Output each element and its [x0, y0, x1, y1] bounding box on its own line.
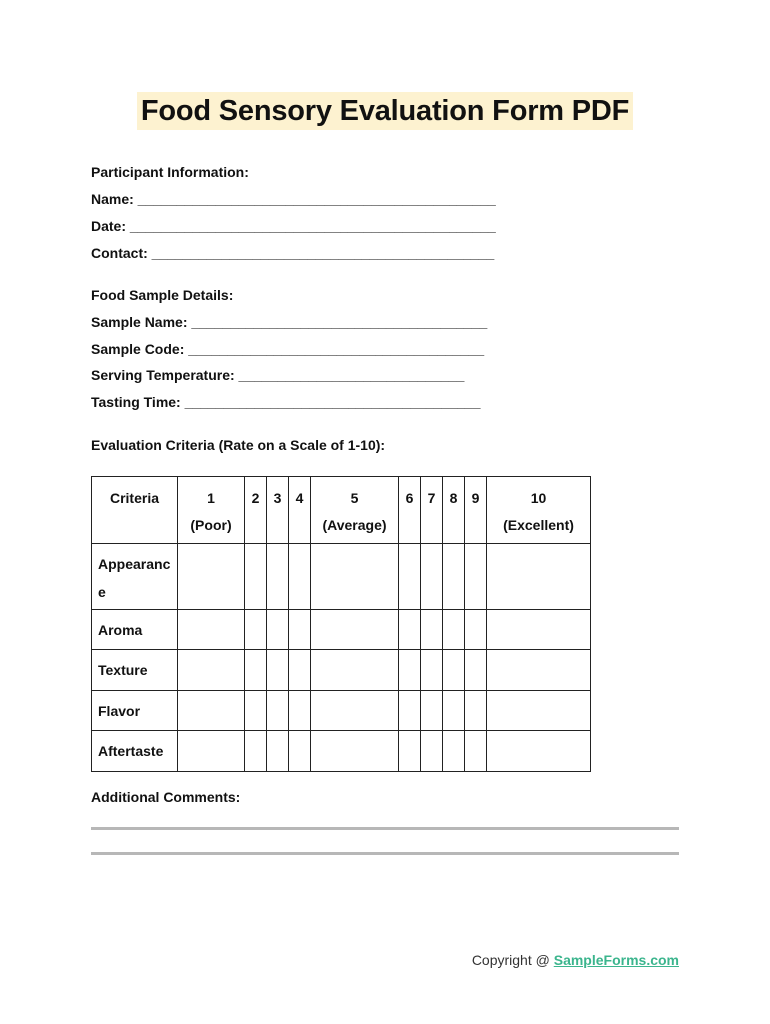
rating-cell[interactable]: [399, 650, 421, 691]
rating-cell[interactable]: [178, 691, 245, 731]
table-row: [92, 544, 591, 610]
rating-cell[interactable]: [443, 544, 465, 610]
table-row: [92, 731, 591, 772]
rating-cell[interactable]: [178, 610, 245, 650]
header-criteria: Criteria: [92, 477, 178, 544]
header-score-9: 9: [465, 477, 487, 544]
evaluation-heading: Evaluation Criteria (Rate on a Scale of 1-10):: [91, 437, 386, 453]
rating-cell[interactable]: [311, 610, 399, 650]
rating-cell[interactable]: [267, 544, 289, 610]
comment-line[interactable]: [91, 827, 679, 830]
participant-heading: Participant Information:: [91, 164, 249, 180]
rating-cell[interactable]: [399, 691, 421, 731]
header-score-3: 3: [267, 477, 289, 544]
header-score-1-sub: (Poor): [190, 517, 232, 533]
rating-cell[interactable]: [289, 544, 311, 610]
rating-cell[interactable]: [421, 691, 443, 731]
rating-cell[interactable]: [465, 691, 487, 731]
rating-cell[interactable]: [487, 691, 591, 731]
comment-line[interactable]: [91, 852, 679, 855]
rating-cell[interactable]: [487, 544, 591, 610]
rating-cell[interactable]: [245, 610, 267, 650]
rating-cell[interactable]: [421, 650, 443, 691]
rating-cell[interactable]: [245, 691, 267, 731]
header-score-8: 8: [443, 477, 465, 544]
rating-cell[interactable]: [443, 610, 465, 650]
rating-cell[interactable]: [443, 731, 465, 772]
rating-cell[interactable]: [267, 691, 289, 731]
sampleforms-link[interactable]: SampleForms.com: [553, 952, 679, 968]
copyright-text: Copyright @: [471, 952, 554, 968]
participant-contact-field[interactable]: Contact: ____________________________________________: [91, 245, 495, 261]
rating-cell[interactable]: [399, 731, 421, 772]
rating-cell[interactable]: [245, 544, 267, 610]
criteria-label: Appearance: [92, 544, 178, 610]
rating-cell[interactable]: [443, 691, 465, 731]
rating-cell[interactable]: [267, 731, 289, 772]
criteria-label: Flavor: [92, 691, 178, 731]
tasting-time-field[interactable]: Tasting Time: ______________________________________: [91, 394, 481, 410]
rating-cell[interactable]: [289, 650, 311, 691]
rating-cell[interactable]: [289, 691, 311, 731]
participant-name-field[interactable]: Name: ______________________________________________: [91, 191, 496, 207]
table-row: [92, 650, 591, 691]
header-score-2: 2: [245, 477, 267, 544]
header-score-10-sub: (Excellent): [503, 517, 574, 533]
rating-cell[interactable]: [178, 650, 245, 691]
header-score-1: 1 (Poor): [178, 477, 245, 544]
rating-cell[interactable]: [487, 650, 591, 691]
rating-cell[interactable]: [178, 544, 245, 610]
rating-cell[interactable]: [421, 731, 443, 772]
sample-code-field[interactable]: Sample Code: ______________________________________: [91, 341, 485, 357]
header-score-5-sub: (Average): [322, 517, 387, 533]
rating-cell[interactable]: [399, 610, 421, 650]
table-row: [92, 610, 591, 650]
rating-cell[interactable]: [399, 544, 421, 610]
table-row: [92, 691, 591, 731]
rating-cell[interactable]: [311, 691, 399, 731]
serving-temperature-field[interactable]: Serving Temperature: _____________________________: [91, 367, 465, 383]
rating-cell[interactable]: [487, 731, 591, 772]
header-score-5: 5 (Average): [311, 477, 399, 544]
sample-heading: Food Sample Details:: [91, 287, 234, 303]
rating-cell[interactable]: [311, 731, 399, 772]
rating-cell[interactable]: [421, 544, 443, 610]
criteria-label: Aroma: [92, 610, 178, 650]
header-score-6: 6: [399, 477, 421, 544]
header-score-10: 10 (Excellent): [487, 477, 591, 544]
criteria-label: Aftertaste: [92, 731, 178, 772]
rating-cell[interactable]: [311, 544, 399, 610]
rating-cell[interactable]: [421, 610, 443, 650]
table-header-row: [92, 477, 591, 544]
rating-cell[interactable]: [465, 650, 487, 691]
rating-cell[interactable]: [443, 650, 465, 691]
header-score-7: 7: [421, 477, 443, 544]
rating-cell[interactable]: [487, 610, 591, 650]
title-wrapper: [0, 92, 770, 130]
evaluation-table: [91, 476, 591, 772]
copyright-notice: [472, 952, 679, 968]
rating-cell[interactable]: [289, 731, 311, 772]
comments-heading: Additional Comments:: [91, 789, 241, 805]
rating-cell[interactable]: [465, 544, 487, 610]
header-score-4: 4: [289, 477, 311, 544]
sample-name-field[interactable]: Sample Name: ______________________________________: [91, 314, 488, 330]
rating-cell[interactable]: [465, 731, 487, 772]
criteria-label: Texture: [92, 650, 178, 691]
rating-cell[interactable]: [465, 610, 487, 650]
page-title: Food Sensory Evaluation Form PDF: [137, 92, 633, 130]
participant-date-field[interactable]: Date: _______________________________________________: [91, 218, 496, 234]
rating-cell[interactable]: [311, 650, 399, 691]
rating-cell[interactable]: [245, 650, 267, 691]
rating-cell[interactable]: [178, 731, 245, 772]
rating-cell[interactable]: [267, 610, 289, 650]
rating-cell[interactable]: [289, 610, 311, 650]
rating-cell[interactable]: [267, 650, 289, 691]
rating-cell[interactable]: [245, 731, 267, 772]
